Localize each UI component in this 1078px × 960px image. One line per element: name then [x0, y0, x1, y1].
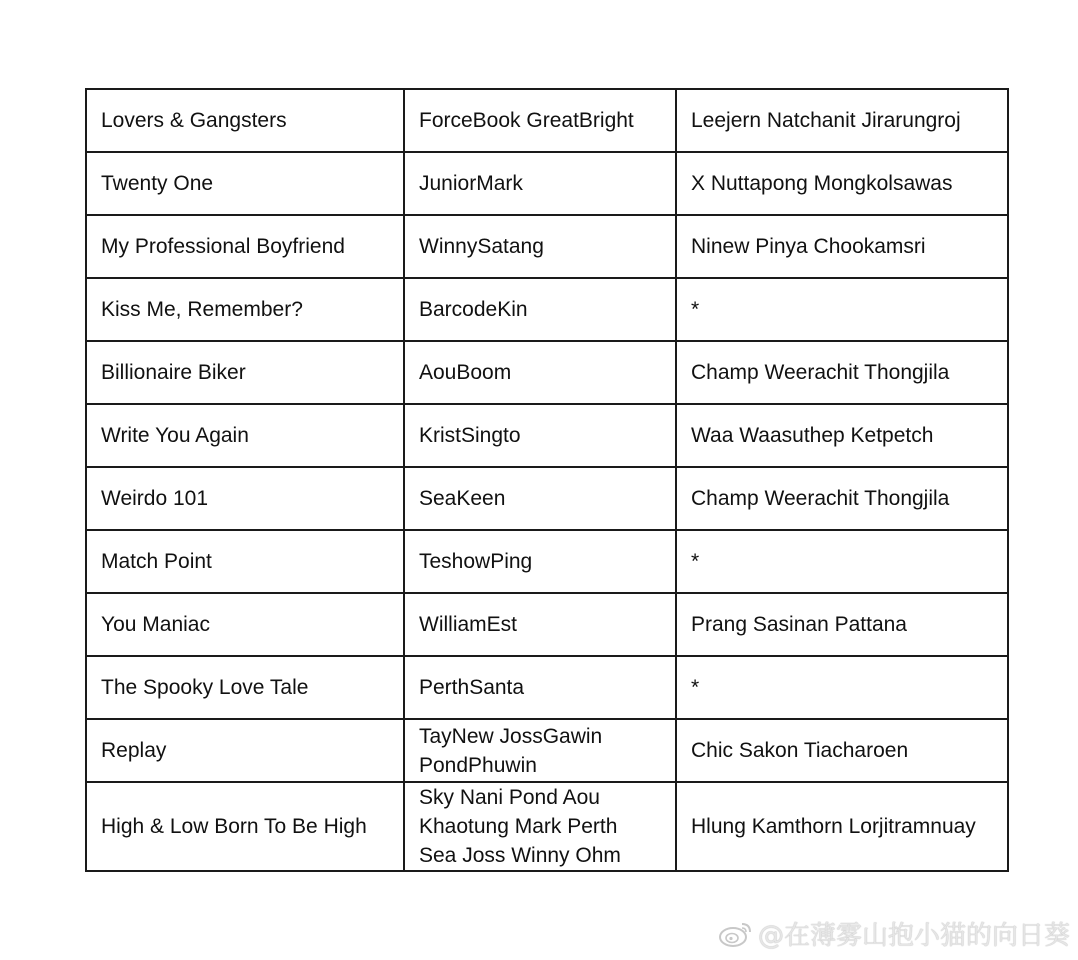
- cast-cell: AouBoom: [404, 341, 676, 404]
- cast-cell: SeaKeen: [404, 467, 676, 530]
- title-cell: Replay: [86, 719, 404, 782]
- director-cell: *: [676, 278, 1008, 341]
- table-row: [86, 89, 1008, 152]
- director-cell: *: [676, 656, 1008, 719]
- table-row: [86, 404, 1008, 467]
- director-cell: Ninew Pinya Chookamsri: [676, 215, 1008, 278]
- cast-line: TayNew JossGawin: [419, 724, 603, 748]
- cast-line: Sea Joss Winny Ohm: [419, 844, 621, 867]
- table-row: [86, 152, 1008, 215]
- cast-line: PondPhuwin: [419, 753, 537, 777]
- table-row: [86, 656, 1008, 719]
- title-cell: My Professional Boyfriend: [86, 215, 404, 278]
- cast-cell: JuniorMark: [404, 152, 676, 215]
- title-cell: Write You Again: [86, 404, 404, 467]
- director-cell: Leejern Natchanit Jirarungroj: [676, 89, 1008, 152]
- director-cell: Champ Weerachit Thongjila: [676, 467, 1008, 530]
- title-cell: The Spooky Love Tale: [86, 656, 404, 719]
- cast-cell: ForceBook GreatBright: [404, 89, 676, 152]
- title-cell: You Maniac: [86, 593, 404, 656]
- table-row: [86, 215, 1008, 278]
- cast-line: Khaotung Mark Perth: [419, 815, 618, 838]
- cast-table-sheet: [85, 88, 1007, 872]
- weibo-watermark: [718, 915, 1070, 952]
- table-row: [86, 341, 1008, 404]
- table-row: [86, 530, 1008, 593]
- cast-cell: WilliamEst: [404, 593, 676, 656]
- title-cell: Lovers & Gangsters: [86, 89, 404, 152]
- table-row: [86, 593, 1008, 656]
- cast-cell: PerthSanta: [404, 656, 676, 719]
- director-cell: *: [676, 530, 1008, 593]
- cast-cell: [404, 782, 676, 871]
- drama-cast-table: [85, 88, 1009, 872]
- cast-cell: WinnySatang: [404, 215, 676, 278]
- title-cell: Billionaire Biker: [86, 341, 404, 404]
- director-cell: Chic Sakon Tiacharoen: [676, 719, 1008, 782]
- weibo-logo-icon: [718, 919, 754, 949]
- watermark-text: @在薄雾山抱小猫的向日葵: [757, 921, 1070, 951]
- director-cell: Waa Waasuthep Ketpetch: [676, 404, 1008, 467]
- table-row: [86, 278, 1008, 341]
- title-cell: Match Point: [86, 530, 404, 593]
- title-cell: Kiss Me, Remember?: [86, 278, 404, 341]
- director-cell: Prang Sasinan Pattana: [676, 593, 1008, 656]
- table-row: [86, 467, 1008, 530]
- cast-cell: [404, 719, 676, 782]
- title-cell: Twenty One: [86, 152, 404, 215]
- cast-line: Sky Nani Pond Aou: [419, 786, 600, 809]
- table-row: [86, 782, 1008, 871]
- table-row: [86, 719, 1008, 782]
- cast-cell: TeshowPing: [404, 530, 676, 593]
- cast-cell: BarcodeKin: [404, 278, 676, 341]
- director-cell: X Nuttapong Mongkolsawas: [676, 152, 1008, 215]
- cast-cell: KristSingto: [404, 404, 676, 467]
- title-cell: High & Low Born To Be High: [86, 782, 404, 871]
- director-cell: Hlung Kamthorn Lorjitramnuay: [676, 782, 1008, 871]
- title-cell: Weirdo 101: [86, 467, 404, 530]
- director-cell: Champ Weerachit Thongjila: [676, 341, 1008, 404]
